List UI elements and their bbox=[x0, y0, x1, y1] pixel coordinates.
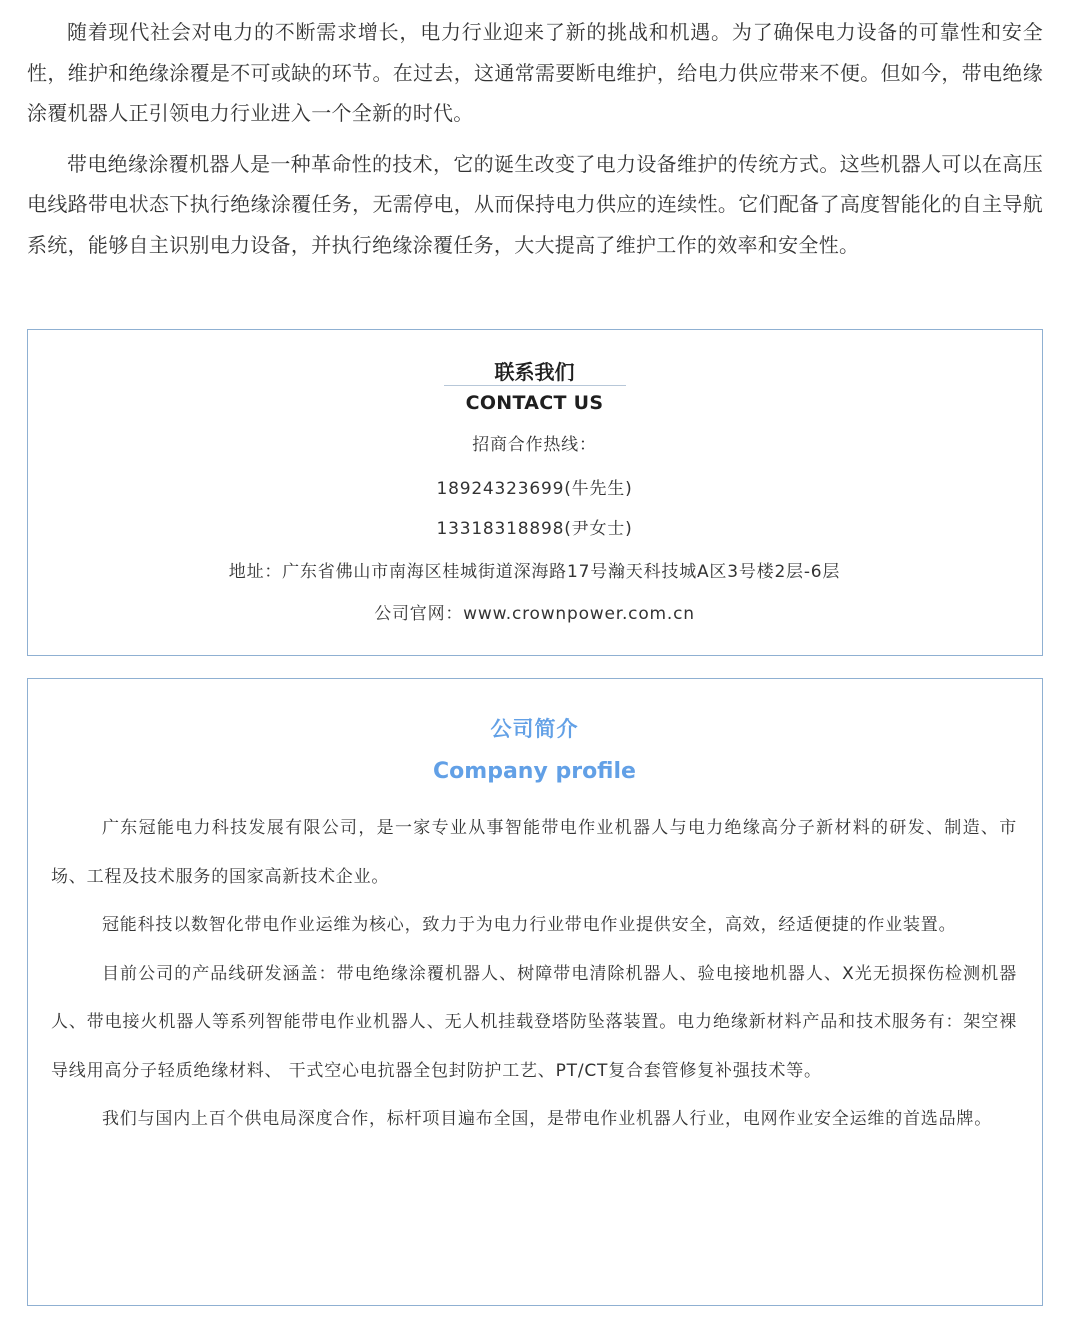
intro-paragraph: 随着现代社会对电力的不断需求增长，电力行业迎来了新的挑战和机遇。为了确保电力设备的可靠性和安全性，维护和绝缘涂覆是不可或缺的环节。在过去，这通常需要断电维护，给电力供应带来不便。但如今，带电绝缘涂覆机器人正引领电力行业进入一个全新的时代。 bbox=[27, 20, 1043, 125]
company-paragraph: 广东冠能电力科技发展有限公司，是一家专业从事智能带电作业机器人与电力绝缘高分子新材料的研发、制造、市场、工程及技术服务的国家高新技术企业。 bbox=[51, 818, 1017, 887]
company-title-en: Company profile bbox=[433, 759, 636, 784]
intro-paragraph: 带电绝缘涂覆机器人是一种革命性的技术，它的诞生改变了电力设备维护的传统方式。这些机器人可以在高压电线路带电状态下执行绝缘涂覆任务，无需停电，从而保持电力供应的连续性。它们配备了高度智能化的自主导航系统，能够自主识别电力设备，并执行绝缘涂覆任务，大大提高了维护工作的效率和安全性。 bbox=[27, 151, 1043, 257]
company-title-cn: 公司简介 bbox=[490, 717, 579, 741]
intro-section bbox=[27, 12, 1043, 275]
contact-title-cn: 联系我们 bbox=[494, 360, 575, 384]
contact-title-en: CONTACT US bbox=[465, 392, 604, 414]
company-paragraph: 冠能科技以数智化带电作业运维为核心，致力于为电力行业带电作业提供安全，高效，经适便捷的作业装置。 bbox=[102, 915, 957, 935]
address-text: 地址：广东省佛山市南海区桂城街道深海路17号瀚天科技城A区3号楼2层-6层 bbox=[228, 562, 841, 582]
hotline-label: 招商合作热线： bbox=[472, 435, 597, 455]
contact-title-divider bbox=[444, 385, 626, 386]
company-paragraph: 目前公司的产品线研发涵盖：带电绝缘涂覆机器人、树障带电清除机器人、验电接地机器人、X光无损探伤检测机器人、带电接火机器人等系列智能带电作业机器人、无人机挂载登塔防坠落装置。电力绝缘新材料产品和技术服务有：架空裸导线用高分子轻质绝缘材料、 干式空心电抗器全包封防护工艺、PT/CT复合套管修复补强技术等。 bbox=[51, 963, 1017, 1081]
website-link[interactable]: 公司官网：www.crownpower.com.cn bbox=[374, 604, 695, 624]
phone-number-2[interactable]: 13318318898(尹女士) bbox=[436, 519, 633, 539]
company-paragraph: 我们与国内上百个供电局深度合作，标杆项目遍布全国，是带电作业机器人行业，电网作业安全运维的首选品牌。 bbox=[102, 1109, 992, 1129]
company-profile-body bbox=[51, 804, 1017, 1144]
phone-number-1[interactable]: 18924323699(牛先生) bbox=[436, 479, 633, 499]
